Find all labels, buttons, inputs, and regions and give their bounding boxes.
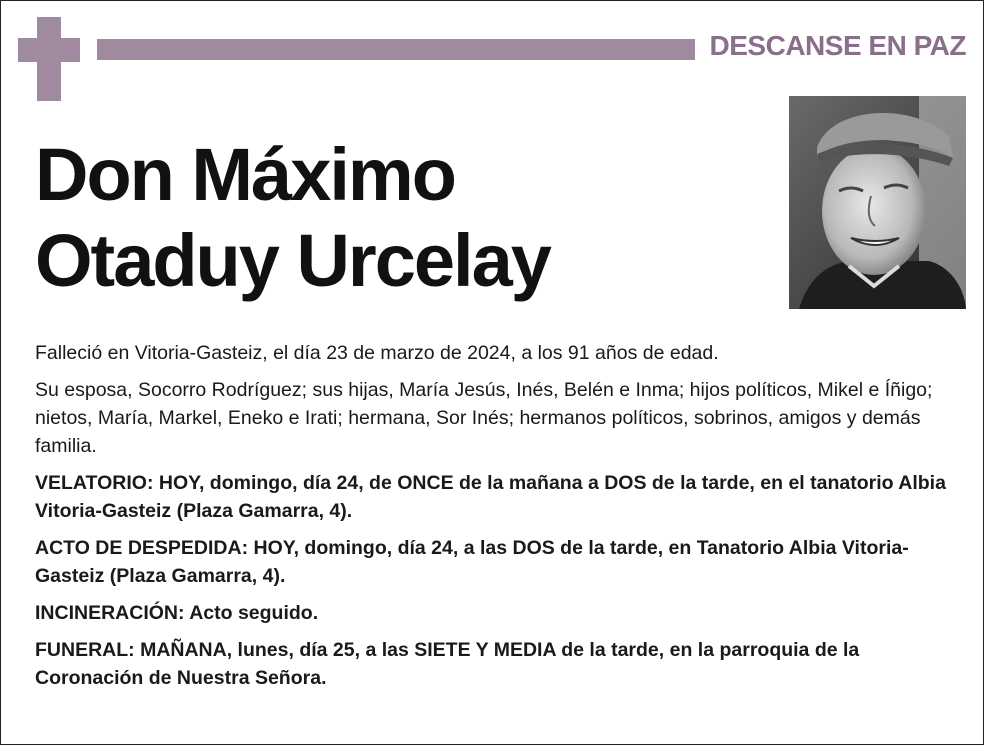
funeral-text: FUNERAL: MAÑANA, lunes, día 25, a las SIETE Y MEDIA de la tarde, en la parroquia de la Coronación de Nuestra Señora. (35, 639, 860, 689)
portrait-photo-icon (789, 96, 966, 309)
portrait-photo (789, 96, 966, 309)
name-line-2: Otaduy Urcelay (35, 219, 550, 302)
banner-text: DESCANSE EN PAZ (709, 30, 966, 61)
name-line-1: Don Máximo (35, 133, 455, 216)
obituary-body (35, 339, 965, 701)
death-notice-text: Falleció en Vitoria-Gasteiz, el día 23 de marzo de 2024, a los 91 años de edad. (35, 342, 719, 364)
deceased-name (35, 132, 550, 304)
header-divider-bar (97, 39, 695, 60)
incineracion-text: INCINERACIÓN: Acto seguido. (35, 602, 319, 624)
velatorio-text: VELATORIO: HOY, domingo, día 24, de ONCE de la mañana a DOS de la tarde, en el tanatorio Albia Vitoria-Gasteiz (Plaza Gamarra, 4). (35, 472, 946, 522)
despedida-text: ACTO DE DESPEDIDA: HOY, domingo, día 24, a las DOS de la tarde, en Tanatorio Albia Vitoria-Gasteiz (Plaza Gamarra, 4). (35, 537, 909, 587)
family-list-text: Su esposa, Socorro Rodríguez; sus hijas, María Jesús, Inés, Belén e Inma; hijos políticos, Mikel e Íñigo; nietos, María, Markel, Eneko e Irati; hermana, Sor Inés; hermanos políticos, sobrinos, amigos y demás familia. (35, 379, 933, 457)
cross-horizontal-bar (18, 38, 80, 62)
